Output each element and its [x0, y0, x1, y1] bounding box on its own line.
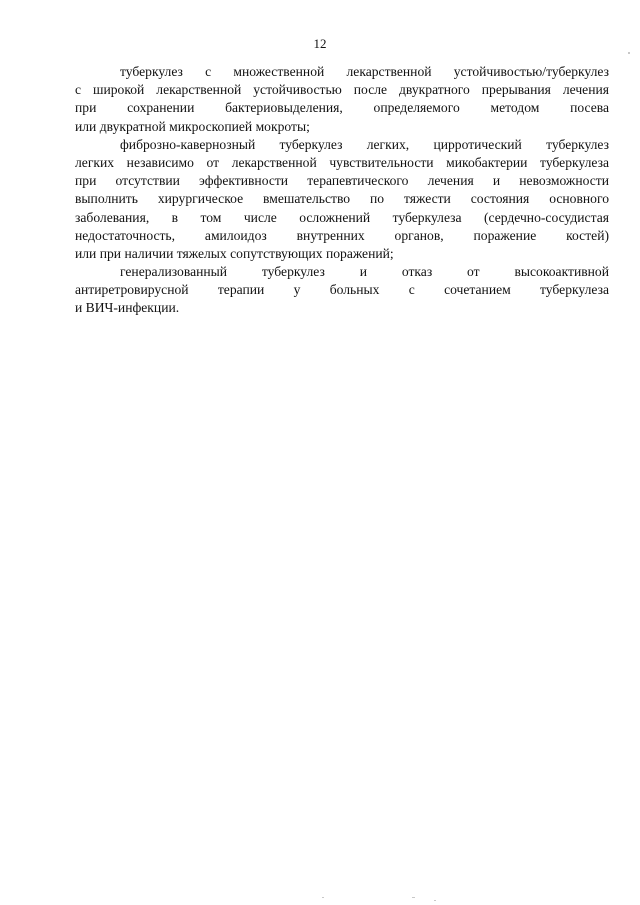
scan-artifact [434, 900, 436, 901]
text-line: легких независимо от лекарственной чувствительности микобактерии туберкулеза [75, 154, 609, 170]
document-body [75, 63, 609, 318]
paragraph-generalized-tuberculosis [75, 263, 609, 318]
text-line: фиброзно-кавернозный туберкулез легких, цирротический туберкулез [120, 136, 609, 152]
text-line: или двукратной микроскопией мокроты; [75, 118, 310, 134]
text-line: недостаточность, амилоидоз внутренних органов, поражение костей) [75, 227, 609, 243]
text-line: при отсутствии эффективности терапевтического лечения и невозможности [75, 173, 609, 189]
text-line: при сохранении бактериовыделения, определяемого методом посева [75, 100, 609, 116]
page-number: 12 [313, 36, 327, 51]
scan-artifact [628, 52, 630, 54]
paragraph-mdr-tuberculosis [75, 63, 609, 136]
text-line: или при наличии тяжелых сопутствующих поражений; [75, 245, 394, 261]
text-line: выполнить хирургическое вмешательство по тяжести состояния основного [75, 191, 609, 207]
text-line: антиретровирусной терапии у больных с сочетанием туберкулеза [75, 282, 609, 298]
scan-artifact [412, 897, 415, 898]
paragraph-fibrous-cavernous-tuberculosis [75, 136, 609, 263]
text-line: генерализованный туберкулез и отказ от высокоактивной [120, 264, 609, 280]
text-line: и ВИЧ-инфекции. [75, 300, 180, 316]
text-line: заболевания, в том числе осложнений туберкулеза (сердечно-сосудистая [75, 209, 609, 225]
text-line: туберкулез с множественной лекарственной устойчивостью/туберкулез [120, 64, 609, 79]
text-line: с широкой лекарственной устойчивостью после двукратного прерывания лечения [75, 82, 609, 98]
scan-artifact [322, 897, 324, 898]
